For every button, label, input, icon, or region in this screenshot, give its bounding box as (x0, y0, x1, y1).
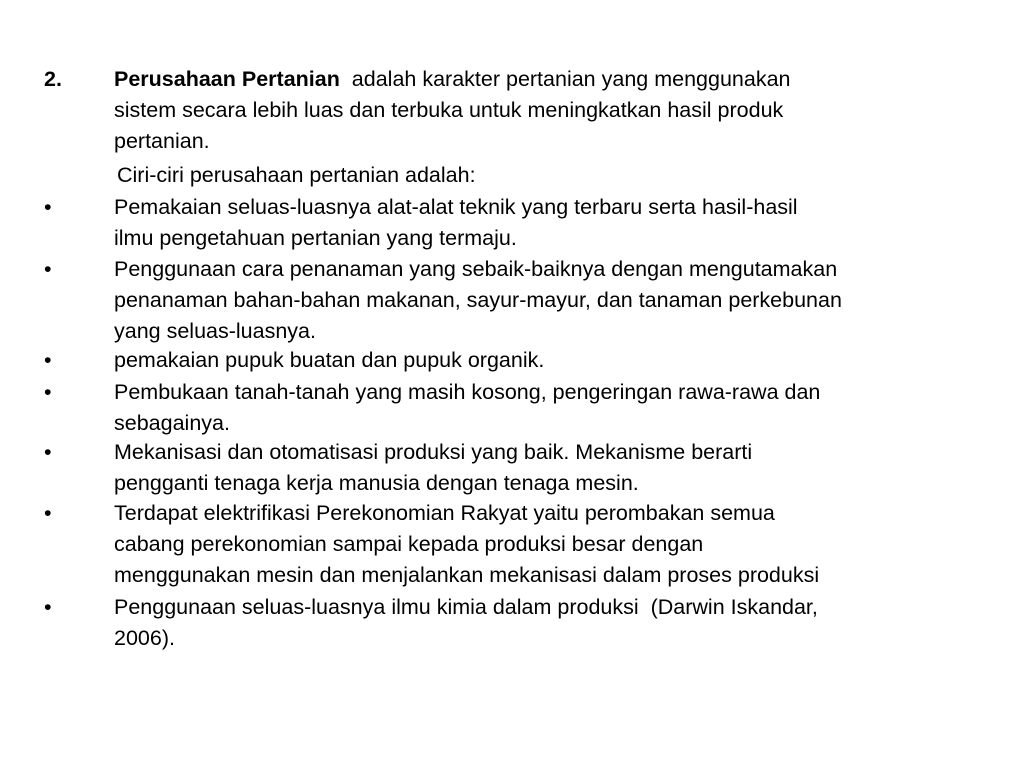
bullet-item (44, 345, 994, 376)
bullet-icon: • (44, 195, 52, 219)
bullet-line: Penggunaan cara penanaman yang sebaik-baiknya dengan mengutamakan (114, 257, 838, 281)
bullet-line: yang seluas-luasnya. (114, 319, 316, 343)
bullet-line: cabang perekonomian sampai kepada produksi besar dengan (114, 532, 704, 556)
bullet-icon: • (44, 380, 52, 404)
bullet-item (44, 592, 994, 654)
bullet-line: ilmu pengetahuan pertanian yang termaju. (114, 226, 517, 250)
bullet-item (44, 254, 994, 347)
bullet-line: Mekanisasi dan otomatisasi produksi yang baik. Mekanisme berarti (114, 440, 753, 464)
bullet-text (114, 254, 994, 347)
bullet-line: pemakaian pupuk buatan dan pupuk organik. (114, 348, 545, 372)
item-line-1 (114, 64, 994, 95)
item-line-2: sistem secara lebih luas dan terbuka untuk meningkatkan hasil produk (114, 98, 784, 122)
bullet-line: Penggunaan seluas-luasnya ilmu kimia dalam produksi (Darwin Iskandar, (114, 595, 818, 619)
bullet-icon: • (44, 348, 52, 372)
bullet-line: 2006). (114, 626, 175, 650)
bullet-icon: • (44, 501, 52, 525)
bullet-item (44, 498, 994, 591)
item-line-1-rest: adalah karakter pertanian yang menggunakan (339, 67, 791, 91)
item-line-3: pertanian. (114, 129, 210, 153)
bullet-text (114, 592, 994, 654)
item-title: Perusahaan Pertanian (114, 67, 340, 91)
bullet-text (114, 377, 994, 439)
bullet-line: Pemakaian seluas-luasnya alat-alat teknik yang terbaru serta hasil-hasil (114, 195, 798, 219)
bullet-icon: • (44, 440, 52, 464)
bullet-line: penanaman bahan-bahan makanan, sayur-mayur, dan tanaman perkebunan (114, 288, 842, 312)
bullet-item (44, 377, 994, 439)
bullet-line: menggunakan mesin dan menjalankan mekanisasi dalam proses produksi (114, 563, 820, 587)
bullet-item (44, 437, 994, 499)
bullet-text (114, 498, 994, 591)
bullet-item (44, 192, 994, 254)
list-intro: Ciri-ciri perusahaan pertanian adalah: (117, 163, 476, 187)
bullet-icon: • (44, 257, 52, 281)
bullet-line: sebagainya. (114, 411, 230, 435)
bullet-line: Pembukaan tanah-tanah yang masih kosong, pengeringan rawa-rawa dan (114, 380, 821, 404)
item-text (114, 64, 994, 157)
bullet-text (114, 345, 994, 376)
item-number: 2. (44, 67, 62, 91)
numbered-item (44, 64, 994, 157)
bullet-text (114, 437, 994, 499)
bullet-icon: • (44, 595, 52, 619)
bullet-text (114, 192, 994, 254)
bullet-line: pengganti tenaga kerja manusia dengan tenaga mesin. (114, 471, 639, 495)
bullet-line: Terdapat elektrifikasi Perekonomian Rakyat yaitu perombakan semua (114, 501, 775, 525)
